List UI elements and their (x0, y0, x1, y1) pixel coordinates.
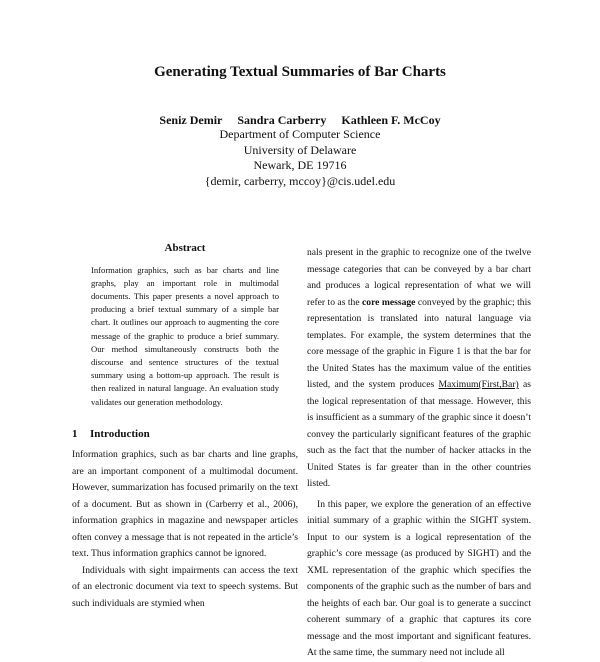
author-name: Sandra Carberry (237, 113, 327, 127)
intro-paragraph: Individuals with sight impairments can access the text of an electronic document via text to speech systems. But such individuals are stymied when (72, 564, 298, 609)
affiliation-emails: {demir, carberry, mccoy}@cis.udel.edu (204, 173, 396, 188)
author-name: Seniz Demir (159, 113, 223, 127)
section-number: 1 (72, 427, 78, 440)
right-column (307, 245, 531, 662)
affiliation-university: University of Delaware (243, 142, 357, 157)
abstract-text: Information graphics, such as bar charts and line graphs, play an important role in multimodal documents. This paper presents a novel approach to producing a brief textual summary of a simple bar chart. It outlines our approach to augmenting the core message of the graphic to produce a brief summary. Our method simultaneously constructs both the discourse and sentence structures of the textual summary using a bottom-up approach. The result is then realized in natural language. An evaluation study validates our generation methodology. (91, 264, 279, 407)
section-title: Introduction (90, 427, 150, 440)
body-paragraph: In this paper, we explore the generation of an effective initial summary of a graphic within the SIGHT system. Input to our system is a logical representation of the graphic’s core message (as produced by SIGHT) and the XML representation of the graphic which specifies the components of the graphic such as the number of bars and the heights of each bar. Our goal is to generate a succinct coherent summary of a graphic that captures its core message and the most important and significant features. At the same time, the summary need not include all (307, 498, 531, 658)
left-column (72, 240, 298, 612)
logical-form: Maximum(First,Bar) (438, 379, 519, 390)
affiliation-department: Department of Computer Science (219, 127, 381, 141)
body-paragraph (307, 245, 531, 493)
affiliation-block (0, 127, 600, 189)
author-name: Kathleen F. McCoy (341, 113, 441, 127)
intro-paragraph: Information graphics, such as bar charts and line graphs, are an important component of a multimodal document. However, summarization has focused primarily on the text of a document. But as shown in (Carberry et al., 2006), information graphics in magazine and newspaper articles often convey a message that is not repeated in the article’s text. Thus information graphics cannot be ignored. (72, 449, 298, 560)
paper-title: Generating Textual Summaries of Bar Charts (154, 64, 446, 80)
text-run: as the logical representation of that message. However, this is insufficient as a summary of the graphic since it doesn’t convey the particularly significant features of the graphic such as the fact that the number of hacker attacks in the United States is far greater than in the other countries listed. (307, 379, 531, 489)
affiliation-address: Newark, DE 19716 (253, 158, 347, 172)
text-run: conveyed by the graphic; this representation is translated into natural language via templates. For example, the system determines that the core message of the graphic in Figure 1 is that the bar for the United States has the maximum value of the entities listed, and the system produces (307, 296, 531, 390)
text-run: nals present in the graphic to recognize one of the twelve message categories that can be conveyed by a bar chart and produces a logical representation of what we will refer to as the (307, 247, 531, 308)
bold-term: core message (362, 296, 416, 308)
author-list (0, 113, 600, 128)
abstract-heading: Abstract (164, 242, 206, 254)
section-heading (72, 426, 298, 443)
